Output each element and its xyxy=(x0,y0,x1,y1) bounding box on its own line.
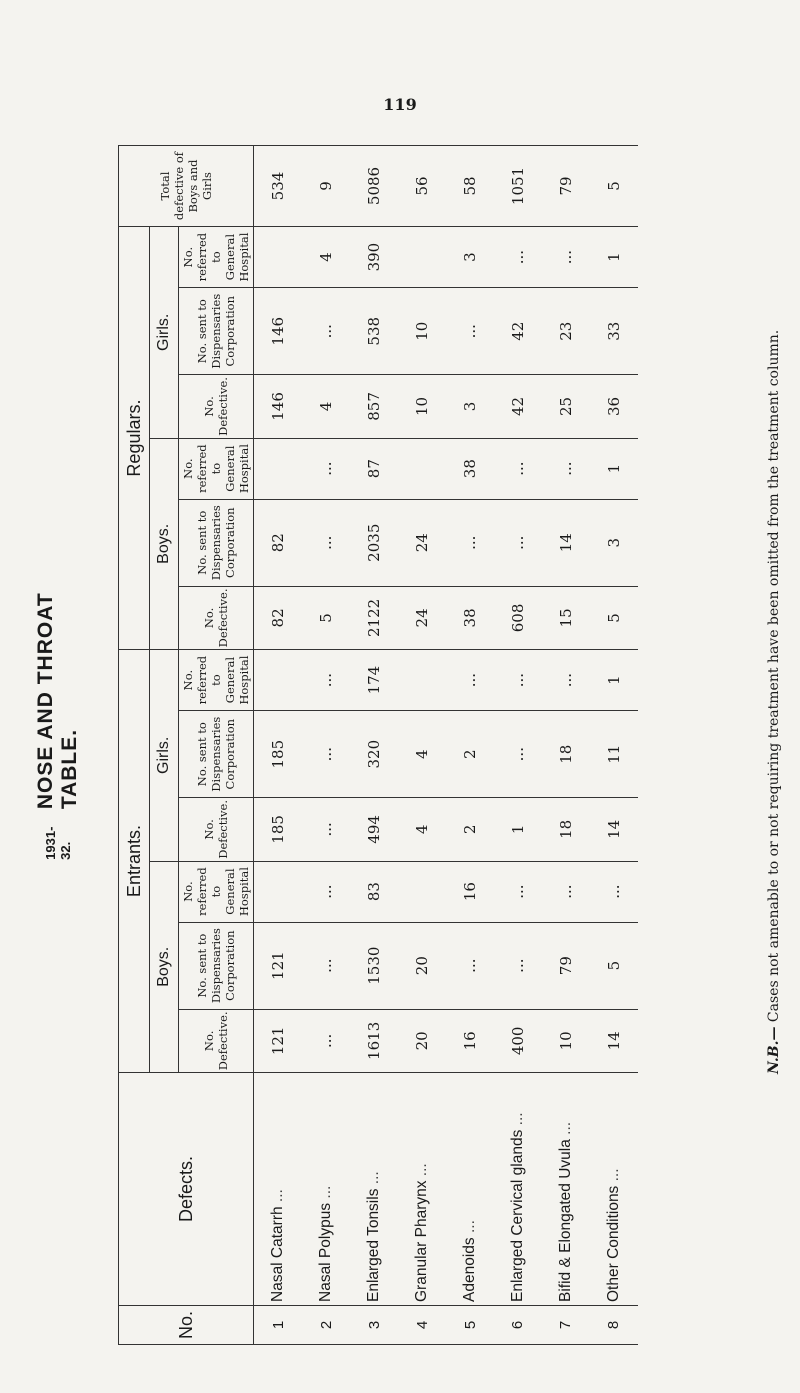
cell-e-boys-sent: 20 xyxy=(398,922,446,1009)
cell-r-boys-def: 24 xyxy=(398,586,446,649)
cell-r-boys-sent: ... xyxy=(302,499,350,586)
cell-e-girls-def: 2 xyxy=(446,798,494,861)
cell-r-boys-sent: 82 xyxy=(254,499,303,586)
table-row xyxy=(542,146,590,1345)
defect-name xyxy=(590,1073,638,1306)
cell-total: 534 xyxy=(254,146,303,227)
cell-r-girls-ref xyxy=(254,227,303,288)
page-number: 119 xyxy=(383,95,417,114)
cell-r-boys-ref: 1 xyxy=(590,438,638,499)
cell-r-boys-ref: ... xyxy=(494,438,542,499)
table-year: 1931-32. xyxy=(43,826,73,860)
cell-r-girls-sent: 538 xyxy=(350,288,398,375)
cell-r-girls-ref: 3 xyxy=(446,227,494,288)
header-col-sent: No. sent to Dispensaries Corporation xyxy=(179,711,254,798)
cell-r-boys-sent: ... xyxy=(494,499,542,586)
cell-e-boys-def: 1613 xyxy=(350,1009,398,1072)
table-row xyxy=(254,146,303,1345)
defect-label: Other Conditions xyxy=(604,1185,622,1302)
row-number: 7 xyxy=(542,1306,590,1345)
cell-e-boys-def: 20 xyxy=(398,1009,446,1072)
header-col-defective: No. Defective. xyxy=(179,1009,254,1072)
cell-r-boys-def: 38 xyxy=(446,586,494,649)
table-row xyxy=(302,146,350,1345)
cell-e-girls-sent: ... xyxy=(494,711,542,798)
header-col-referred: No. referred to General Hospital xyxy=(179,227,254,288)
defect-name xyxy=(542,1073,590,1306)
cell-r-girls-ref: 390 xyxy=(350,227,398,288)
cell-r-boys-def: 608 xyxy=(494,586,542,649)
cell-r-boys-ref: ... xyxy=(542,438,590,499)
header-col-defective: No. Defective. xyxy=(179,375,254,438)
row-number: 4 xyxy=(398,1306,446,1345)
table-row xyxy=(590,146,638,1345)
cell-r-boys-ref: 87 xyxy=(350,438,398,499)
cell-e-girls-ref: ... xyxy=(446,650,494,711)
cell-e-girls-def: ... xyxy=(302,798,350,861)
defect-label: Nasal Polypus xyxy=(317,1202,335,1302)
cell-total: 1051 xyxy=(494,146,542,227)
defect-label: Granular Pharynx xyxy=(413,1180,431,1302)
cell-e-girls-def: 14 xyxy=(590,798,638,861)
table-row xyxy=(494,146,542,1345)
cell-e-girls-sent: 18 xyxy=(542,711,590,798)
header-entrants-girls: Girls. xyxy=(150,650,179,861)
cell-e-boys-sent: ... xyxy=(302,922,350,1009)
cell-r-boys-def: 15 xyxy=(542,586,590,649)
cell-e-boys-sent: 121 xyxy=(254,922,303,1009)
cell-e-boys-def: 400 xyxy=(494,1009,542,1072)
cell-r-girls-sent: 33 xyxy=(590,288,638,375)
leader-dots: ... xyxy=(604,1168,622,1182)
cell-e-girls-ref: 174 xyxy=(350,650,398,711)
cell-total: 79 xyxy=(542,146,590,227)
header-regulars-boys: Boys. xyxy=(150,438,179,649)
cell-e-girls-sent: 11 xyxy=(590,711,638,798)
cell-e-girls-ref: ... xyxy=(302,650,350,711)
row-number: 3 xyxy=(350,1306,398,1345)
cell-e-girls-def: 18 xyxy=(542,798,590,861)
cell-r-girls-sent: 42 xyxy=(494,288,542,375)
header-total: Total defective of Boys and Girls xyxy=(119,146,254,227)
cell-r-girls-def: 25 xyxy=(542,375,590,438)
header-entrants: Entrants. xyxy=(119,650,150,1073)
nose-throat-table xyxy=(118,145,638,1345)
cell-total: 9 xyxy=(302,146,350,227)
header-col-referred: No. referred to General Hospital xyxy=(179,438,254,499)
defect-label: Bifid & Elongated Uvula xyxy=(556,1139,574,1302)
table-row xyxy=(350,146,398,1345)
cell-total: 56 xyxy=(398,146,446,227)
cell-e-girls-ref: ... xyxy=(542,650,590,711)
cell-e-boys-ref: ... xyxy=(590,861,638,922)
cell-r-girls-ref: ... xyxy=(542,227,590,288)
header-entrants-boys: Boys. xyxy=(150,861,179,1072)
header-col-sent: No. sent to Dispensaries Corporation xyxy=(179,499,254,586)
cell-r-girls-ref: ... xyxy=(494,227,542,288)
cell-r-boys-ref xyxy=(398,438,446,499)
cell-r-girls-def: 10 xyxy=(398,375,446,438)
row-number: 2 xyxy=(302,1306,350,1345)
defect-name xyxy=(254,1073,303,1306)
cell-r-boys-def: 5 xyxy=(302,586,350,649)
leader-dots: ... xyxy=(461,1220,478,1234)
cell-e-boys-def: 14 xyxy=(590,1009,638,1072)
cell-e-boys-def: 10 xyxy=(542,1009,590,1072)
cell-e-girls-def: 494 xyxy=(350,798,398,861)
table-row xyxy=(398,146,446,1345)
cell-r-girls-sent: ... xyxy=(446,288,494,375)
rotated-table-container xyxy=(118,145,638,1345)
cell-e-boys-ref xyxy=(254,861,303,922)
cell-e-boys-ref: 83 xyxy=(350,861,398,922)
footnote-prefix: N.B.— xyxy=(766,1026,782,1075)
table-title: NOSE AND THROAT TABLE. xyxy=(34,592,81,810)
cell-e-boys-def: 16 xyxy=(446,1009,494,1072)
defect-label: Nasal Catarrh xyxy=(269,1206,287,1302)
cell-e-boys-sent: 1530 xyxy=(350,922,398,1009)
leader-dots: ... xyxy=(413,1163,431,1177)
cell-r-girls-def: 36 xyxy=(590,375,638,438)
cell-e-girls-def: 4 xyxy=(398,798,446,861)
cell-e-boys-sent: 79 xyxy=(542,922,590,1009)
cell-e-girls-sent: 185 xyxy=(254,711,303,798)
cell-r-boys-ref xyxy=(254,438,303,499)
cell-e-boys-ref: ... xyxy=(302,861,350,922)
footnote xyxy=(766,330,782,1370)
cell-e-boys-sent: ... xyxy=(446,922,494,1009)
cell-r-boys-sent: 14 xyxy=(542,499,590,586)
header-defects: Defects. xyxy=(119,1073,254,1306)
cell-e-boys-ref xyxy=(398,861,446,922)
cell-e-girls-sent: 4 xyxy=(398,711,446,798)
cell-r-boys-sent: ... xyxy=(446,499,494,586)
row-number: 8 xyxy=(590,1306,638,1345)
cell-r-boys-sent: 2035 xyxy=(350,499,398,586)
cell-r-girls-sent: 146 xyxy=(254,288,303,375)
cell-r-girls-ref: 1 xyxy=(590,227,638,288)
defect-name xyxy=(302,1073,350,1306)
header-col-referred: No. referred to General Hospital xyxy=(179,861,254,922)
header-col-sent: No. sent to Dispensaries Corporation xyxy=(179,922,254,1009)
cell-r-boys-sent: 24 xyxy=(398,499,446,586)
cell-e-girls-sent: 320 xyxy=(350,711,398,798)
table-body xyxy=(254,146,639,1345)
table-row xyxy=(446,146,494,1345)
defect-label: Adenoids xyxy=(461,1237,478,1302)
cell-r-girls-sent: ... xyxy=(302,288,350,375)
cell-r-boys-def: 5 xyxy=(590,586,638,649)
header-no: No. xyxy=(119,1306,254,1345)
leader-dots: ... xyxy=(365,1171,383,1185)
cell-r-girls-def: 3 xyxy=(446,375,494,438)
row-number: 6 xyxy=(494,1306,542,1345)
cell-e-girls-ref xyxy=(398,650,446,711)
leader-dots: ... xyxy=(269,1189,287,1203)
cell-e-boys-ref: ... xyxy=(542,861,590,922)
cell-e-girls-ref xyxy=(254,650,303,711)
cell-r-boys-def: 82 xyxy=(254,586,303,649)
cell-r-boys-ref: ... xyxy=(302,438,350,499)
row-number: 5 xyxy=(446,1306,494,1345)
header-col-sent: No. sent to Dispensaries Corporation xyxy=(179,288,254,375)
cell-e-boys-sent: 5 xyxy=(590,922,638,1009)
cell-e-boys-ref: ... xyxy=(494,861,542,922)
cell-r-girls-def: 857 xyxy=(350,375,398,438)
defect-name xyxy=(494,1073,542,1306)
cell-r-girls-sent: 10 xyxy=(398,288,446,375)
cell-r-boys-ref: 38 xyxy=(446,438,494,499)
cell-r-girls-def: 4 xyxy=(302,375,350,438)
leader-dots: ... xyxy=(317,1185,335,1199)
cell-e-girls-def: 1 xyxy=(494,798,542,861)
cell-total: 58 xyxy=(446,146,494,227)
defect-label: Enlarged Cervical glands xyxy=(508,1129,526,1302)
cell-e-boys-def: ... xyxy=(302,1009,350,1072)
cell-e-girls-def: 185 xyxy=(254,798,303,861)
cell-r-girls-def: 146 xyxy=(254,375,303,438)
table-wrapper xyxy=(118,145,638,1345)
cell-r-girls-ref: 4 xyxy=(302,227,350,288)
defect-name xyxy=(446,1073,494,1306)
header-col-referred: No. referred to General Hospital xyxy=(179,650,254,711)
cell-r-girls-sent: 23 xyxy=(542,288,590,375)
cell-r-girls-ref xyxy=(398,227,446,288)
leader-dots: ... xyxy=(508,1112,526,1126)
header-col-defective: No. Defective. xyxy=(179,586,254,649)
cell-r-girls-def: 42 xyxy=(494,375,542,438)
header-regulars-girls: Girls. xyxy=(150,227,179,439)
cell-total: 5086 xyxy=(350,146,398,227)
cell-e-girls-ref: 1 xyxy=(590,650,638,711)
cell-e-girls-ref: ... xyxy=(494,650,542,711)
defect-label: Enlarged Tonsils xyxy=(365,1188,383,1302)
defect-name xyxy=(398,1073,446,1306)
defect-name xyxy=(350,1073,398,1306)
cell-r-boys-def: 2122 xyxy=(350,586,398,649)
cell-e-boys-def: 121 xyxy=(254,1009,303,1072)
cell-e-boys-ref: 16 xyxy=(446,861,494,922)
cell-r-boys-sent: 3 xyxy=(590,499,638,586)
cell-total: 5 xyxy=(590,146,638,227)
cell-e-boys-sent: ... xyxy=(494,922,542,1009)
table-title-block xyxy=(34,520,81,860)
row-number: 1 xyxy=(254,1306,303,1345)
header-regulars: Regulars. xyxy=(119,227,150,650)
header-col-defective: No. Defective. xyxy=(179,798,254,861)
leader-dots: ... xyxy=(556,1121,574,1135)
cell-e-girls-sent: ... xyxy=(302,711,350,798)
cell-e-girls-sent: 2 xyxy=(446,711,494,798)
footnote-text: Cases not amenable to or not requiring treatment have been omitted from the treatment column. xyxy=(766,330,782,1023)
